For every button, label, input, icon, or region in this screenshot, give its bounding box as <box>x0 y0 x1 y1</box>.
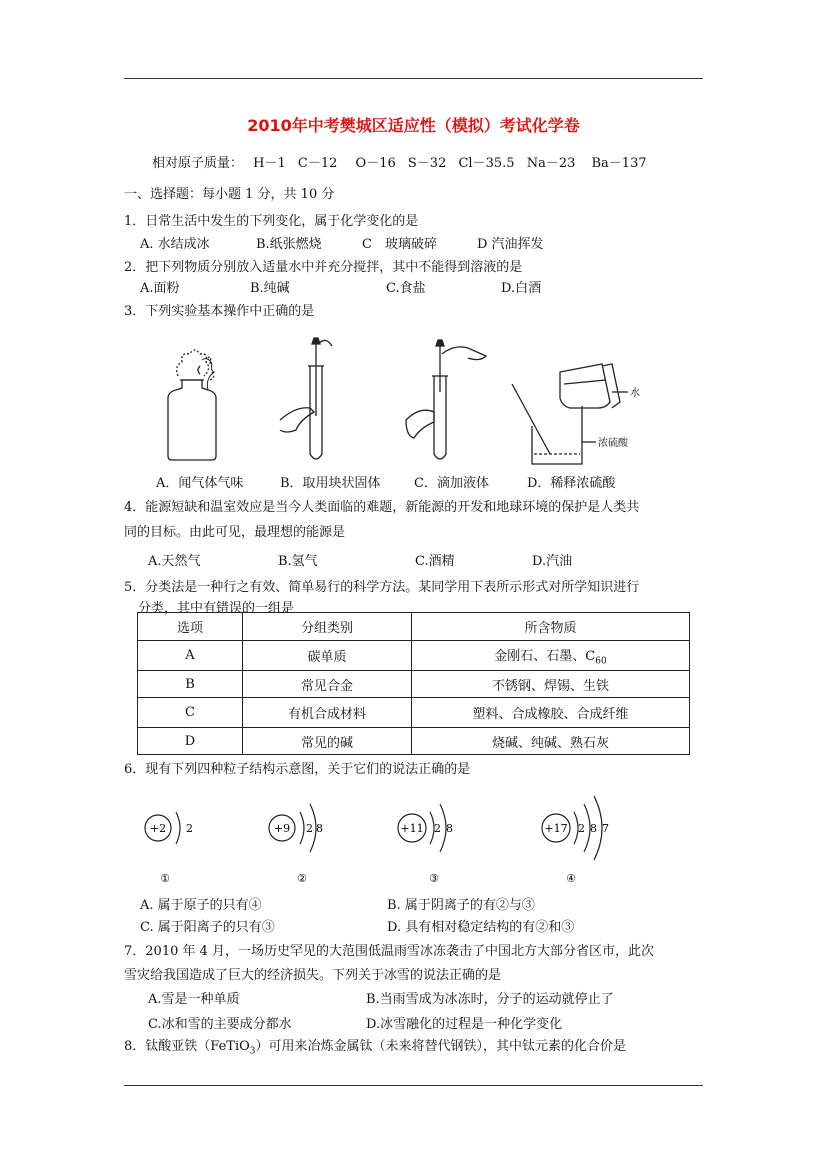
q4-option-a: A.天然气 <box>148 554 201 569</box>
q7-option-a: A.雪是一种单质 <box>148 992 240 1007</box>
q6-option-a: A. 属于原子的只有④ <box>140 898 262 913</box>
particle-diagram-1 <box>145 812 193 885</box>
solid-test-tube-figure <box>280 338 332 459</box>
atomic-masses-line <box>152 152 647 171</box>
svg-text:+11: +11 <box>400 822 424 835</box>
drop-liquid-figure <box>406 340 486 459</box>
svg-text:+17: +17 <box>544 822 568 835</box>
q2-option-b: B.纯碱 <box>250 281 290 296</box>
q1-option-a: A. 水结成冰 <box>140 237 210 252</box>
atomic-mass-cl: Cl－35.5 <box>458 156 515 171</box>
q5-stem-line1: 5．分类法是一种行之有效、简单易行的科学方法。某同学用下表所示形式对所学知识进行 <box>124 580 640 595</box>
q3-option-c: C．滴加液体 <box>414 476 489 491</box>
atomic-mass-h: H－1 <box>253 156 286 171</box>
table-cell-category: 碳单质 <box>243 641 412 671</box>
particle-diagram-3 <box>398 804 453 885</box>
q3-option-b: B．取用块状固体 <box>280 476 381 491</box>
svg-text:2: 2 <box>186 822 193 835</box>
table-cell-option: B <box>138 671 243 698</box>
exam-title: 2010年中考樊城区适应性（模拟）考试化学卷 <box>247 116 580 135</box>
table-cell-option: D <box>138 728 243 755</box>
svg-text:②: ② <box>297 872 307 885</box>
svg-text:①: ① <box>160 872 170 885</box>
q6-option-d: D. 具有相对稳定结构的有②和③ <box>387 920 575 935</box>
q6-option-c: C. 属于阳离子的只有③ <box>140 920 275 935</box>
q3-option-a: A．闻气体气味 <box>156 476 244 491</box>
table-header-option: 选项 <box>138 613 243 641</box>
q3-option-d: D．稀释浓硫酸 <box>527 476 616 491</box>
table-cell-substances: 烧碱、纯碱、熟石灰 <box>412 728 690 755</box>
atomic-masses-label: 相对原子质量： <box>152 156 244 171</box>
section-heading: 一、选择题：每小题 1 分，共 10 分 <box>124 187 335 202</box>
q8-stem: 8．钛酸亚铁（FeTiO$_3$）可用来冶炼金属钛（未来将替代钢铁），其中钛元素的化合价是 <box>124 1039 627 1057</box>
atomic-mass-s: S－32 <box>407 156 447 171</box>
svg-text:④: ④ <box>566 872 576 885</box>
atomic-mass-o: O－16 <box>355 156 396 171</box>
q4-option-b: B.氢气 <box>278 554 318 569</box>
atomic-mass-na: Na－23 <box>526 156 576 171</box>
table-row <box>138 728 690 755</box>
q3-stem: 3．下列实验基本操作中正确的是 <box>124 304 315 319</box>
particle-structure-diagrams <box>130 790 650 890</box>
table-cell-category: 有机合成材料 <box>243 698 412 728</box>
q4-stem-line2: 同的目标。由此可见，最理想的能源是 <box>124 525 346 540</box>
svg-text:2: 2 <box>434 822 441 835</box>
svg-text:③: ③ <box>429 872 439 885</box>
svg-text:2: 2 <box>306 822 313 835</box>
classification-table <box>137 612 690 755</box>
q6-option-b: B. 属于阴离子的有②与③ <box>387 898 535 913</box>
svg-text:7: 7 <box>602 822 609 835</box>
q7-stem-line1: 7．2010 年 4 月，一场历史罕见的大范围低温雨雪冰冻袭击了中国北方大部分省区市，此次 <box>124 944 655 959</box>
table-cell-substances: 不锈钢、焊锡、生铁 <box>412 671 690 698</box>
particle-diagram-4 <box>542 796 609 885</box>
q1-option-b: B.纸张燃烧 <box>256 237 322 252</box>
q1-option-d: D 汽油挥发 <box>477 237 544 252</box>
dilute-acid-figure <box>512 364 640 464</box>
q4-option-d: D.汽油 <box>532 554 573 569</box>
q2-stem: 2．把下列物质分别放入适量水中并充分搅拌，其中不能得到溶液的是 <box>124 260 523 275</box>
smell-gas-figure <box>168 350 216 460</box>
q2-option-c: C.食盐 <box>386 281 426 296</box>
q2-option-d: D.白酒 <box>501 281 542 296</box>
table-cell-category: 常见合金 <box>243 671 412 698</box>
acid-label: 浓硫酸 <box>598 438 628 449</box>
table-cell-option: A <box>138 641 243 671</box>
q7-option-d: D.冰雪融化的过程是一种化学变化 <box>366 1017 563 1032</box>
svg-text:8: 8 <box>446 822 453 835</box>
q7-option-b: B.当雨雪成为冰冻时，分子的运动就停止了 <box>366 992 614 1007</box>
table-row <box>138 698 690 728</box>
table-header-row <box>138 613 690 641</box>
atomic-mass-ba: Ba－137 <box>591 156 647 171</box>
svg-text:+2: +2 <box>149 822 167 835</box>
table-cell-option: C <box>138 698 243 728</box>
q3-lab-figures <box>150 336 670 468</box>
table-row <box>138 641 690 671</box>
water-label: 水 <box>630 388 640 399</box>
q7-stem-line2: 雪灾给我国造成了巨大的经济损失。下列关于冰雪的说法正确的是 <box>124 968 502 983</box>
c60-subscript: 60 <box>595 656 607 667</box>
atomic-mass-c: C－12 <box>297 156 338 171</box>
q2-option-a: A.面粉 <box>140 281 180 296</box>
q8-subscript: 3 <box>249 1046 256 1057</box>
header-rule <box>124 78 703 79</box>
table-cell-substances: 塑料、合成橡胶、合成纤维 <box>412 698 690 728</box>
footer-rule <box>124 1085 703 1086</box>
particle-diagram-2 <box>269 804 323 885</box>
q5-stem-line2: 分类，其中有错误的一组是 <box>138 601 295 616</box>
q1-option-c: C 玻璃破碎 <box>362 237 437 252</box>
q7-option-c: C.冰和雪的主要成分都水 <box>148 1017 292 1032</box>
q1-stem: 1．日常生活中发生的下列变化，属于化学变化的是 <box>124 214 419 229</box>
table-header-substances: 所含物质 <box>412 613 690 641</box>
table-cell-category: 常见的碱 <box>243 728 412 755</box>
table-row <box>138 671 690 698</box>
q6-stem: 6．现有下列四种粒子结构示意图，关于它们的说法正确的是 <box>124 762 471 777</box>
q4-stem-line1: 4．能源短缺和温室效应是当今人类面临的难题，新能源的开发和地球环境的保护是人类共 <box>124 500 640 515</box>
svg-text:8: 8 <box>590 822 597 835</box>
table-cell-substances: 金刚石、石墨、$C_{60}$ <box>412 641 690 671</box>
q4-option-c: C.酒精 <box>415 554 455 569</box>
table-header-category: 分组类别 <box>243 613 412 641</box>
svg-text:+9: +9 <box>273 822 291 835</box>
svg-text:8: 8 <box>316 822 323 835</box>
svg-text:2: 2 <box>578 822 585 835</box>
